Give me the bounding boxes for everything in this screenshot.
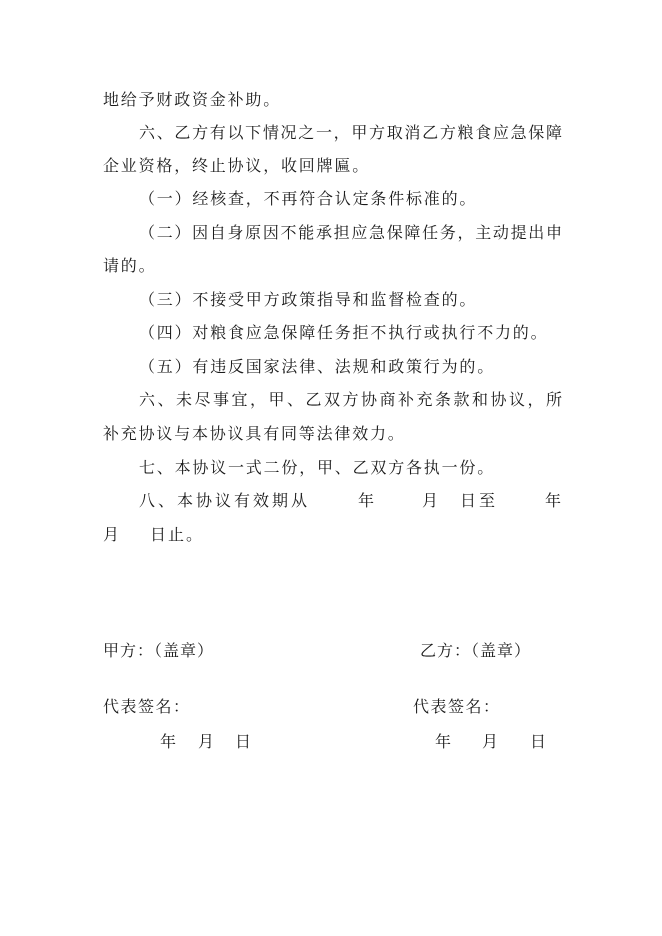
text-line: 补充协议与本协议具有同等法律效力。 [103, 424, 406, 443]
party-a-day: 日 [235, 732, 252, 751]
term-start-month: 月 [422, 491, 439, 510]
text-line: 地给予财政资金补助。 [103, 90, 282, 109]
term-end-day: 日止。 [150, 525, 205, 544]
text-line: （一）经核查，不再符合认定条件标准的。 [139, 189, 478, 208]
text-line: 六、乙方有以下情况之一，甲方取消乙方粮食应急保障 [139, 123, 563, 142]
text-line: （二）因自身原因不能承担应急保障任务，主动提出申 [139, 223, 563, 242]
term-start-year: 年 [358, 491, 375, 510]
text-line: 企业资格，终止协议，收回牌匾。 [103, 156, 371, 175]
term-clause-start: 八、本协议有效期从 [139, 491, 311, 510]
term-start-day-to: 日至 [460, 491, 499, 510]
party-b-year: 年 [435, 732, 452, 751]
party-b-sign-label: 代表签名： [413, 697, 501, 716]
party-a-month: 月 [198, 732, 215, 751]
party-b-label: 乙方：（盖章） [420, 641, 532, 660]
party-a-sign-label: 代表签名： [103, 697, 191, 716]
party-a-year: 年 [160, 732, 177, 751]
term-end-year: 年 [545, 491, 562, 510]
text-line: 请的。 [103, 256, 157, 275]
party-b-day: 日 [530, 732, 547, 751]
party-b-month: 月 [482, 732, 499, 751]
party-a-label: 甲方：（盖章） [103, 641, 215, 660]
term-end-month: 月 [103, 525, 120, 544]
text-line: 六、未尽事宜，甲、乙双方协商补充条款和协议，所 [139, 390, 563, 409]
text-line: 七、本协议一式二份，甲、乙双方各执一份。 [139, 458, 496, 477]
text-line: （三）不接受甲方政策指导和监督检查的。 [139, 290, 478, 309]
text-line: （四）对粮食应急保障任务拒不执行或执行不力的。 [139, 323, 549, 342]
text-line: （五）有违反国家法律、法规和政策行为的。 [139, 357, 496, 376]
